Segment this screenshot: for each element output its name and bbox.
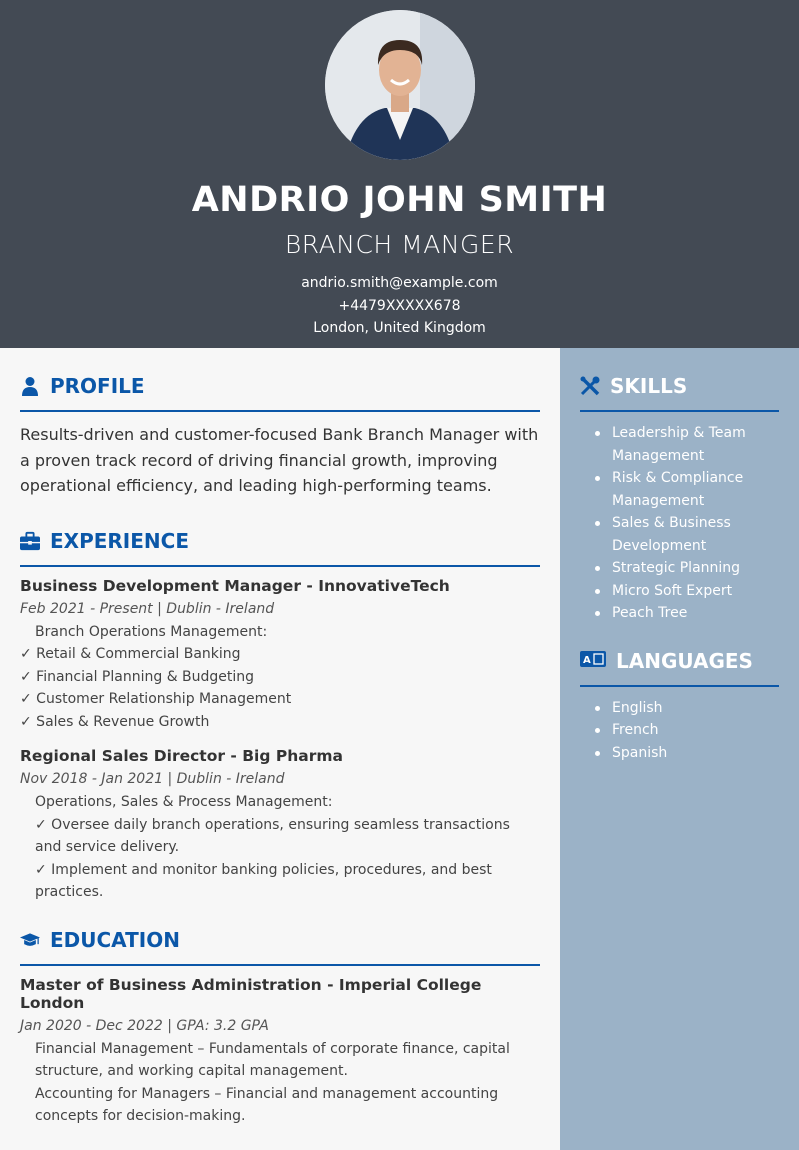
job-title: Business Development Manager - InnovativeTech — [20, 576, 450, 595]
languages-heading-text: LANGUAGES — [616, 648, 753, 673]
candidate-name: ANDRIO JOHN SMITH — [191, 180, 608, 220]
education-heading — [20, 920, 540, 966]
translate-icon — [580, 651, 606, 671]
language-item: Spanish — [592, 742, 779, 765]
profile-heading-text: PROFILE — [50, 374, 145, 398]
education-dates: Jan 2020 - Dec 2022 | GPA: 3.2 GPA — [20, 1017, 269, 1034]
job-line: ✓ Customer Relationship Management — [20, 691, 292, 707]
job-dates: Nov 2018 - Jan 2021 | Dublin - Ireland — [20, 771, 285, 787]
job-line: ✓ Retail & Commercial Banking — [20, 646, 241, 662]
job-line: ✓ Implement and monitor banking policies, procedures, and best practices. — [35, 861, 492, 900]
skill-item: Risk & Compliance Management — [592, 467, 779, 512]
main-column — [0, 348, 560, 1150]
job-title: BRANCH MANGER — [284, 230, 515, 259]
profile-photo — [325, 10, 475, 160]
user-icon — [20, 376, 40, 396]
languages-list — [580, 697, 779, 765]
job-line: Operations, Sales & Process Management: — [35, 794, 333, 810]
job-entry — [20, 747, 540, 904]
skill-item: Peach Tree — [592, 602, 779, 625]
experience-heading-text: EXPERIENCE — [50, 528, 189, 553]
profile-summary: Results-driven and customer-focused Bank Branch Manager with a proven track record of driving financial growth, improving operational efficiency, and leading high-performing teams. — [20, 425, 539, 495]
degree-title: Master of Business Administration - Imperial College London — [20, 975, 482, 1012]
job-dates: Feb 2021 - Present | Dublin - Ireland — [20, 600, 275, 617]
language-item: French — [592, 719, 779, 742]
job-details — [20, 621, 540, 734]
skill-item: Leadership & Team Management — [592, 422, 779, 467]
job-title: Regional Sales Director - Big Pharma — [20, 747, 343, 765]
contact-info — [0, 272, 799, 340]
job-line: ✓ Financial Planning & Budgeting — [20, 668, 255, 685]
job-line: ✓ Sales & Revenue Growth — [20, 713, 210, 730]
experience-heading — [20, 521, 540, 567]
resume-header — [0, 0, 799, 348]
job-line: ✓ Oversee daily branch operations, ensuring seamless transactions and service delivery. — [35, 816, 510, 855]
languages-heading — [580, 641, 779, 687]
location: London, United Kingdom — [313, 320, 486, 336]
skill-item: Strategic Planning — [592, 557, 779, 580]
tools-icon — [580, 376, 600, 396]
job-details — [20, 791, 540, 904]
job-entry — [20, 577, 540, 734]
education-details — [20, 1038, 540, 1128]
education-heading-text: EDUCATION — [50, 927, 180, 952]
skill-item: Micro Soft Expert — [592, 580, 779, 603]
job-line: Branch Operations Management: — [35, 623, 268, 640]
course-line: Accounting for Managers – Financial and management accounting concepts for decision-making. — [35, 1085, 499, 1124]
graduation-cap-icon — [20, 930, 40, 950]
course-line: Financial Management – Fundamentals of corporate finance, capital structure, and working capital management. — [35, 1040, 510, 1079]
phone[interactable]: +4479XXXXX678 — [338, 297, 461, 314]
language-item: English — [592, 697, 779, 720]
skills-heading — [580, 366, 779, 412]
sidebar — [560, 348, 799, 1150]
skill-item: Sales & Business Development — [592, 512, 779, 557]
email[interactable]: andrio.smith@example.com — [301, 275, 498, 291]
skills-list — [580, 422, 779, 625]
briefcase-icon — [20, 531, 40, 551]
profile-heading — [20, 366, 540, 412]
skills-heading-text: SKILLS — [610, 374, 688, 398]
svg-text:A: A — [583, 654, 591, 666]
